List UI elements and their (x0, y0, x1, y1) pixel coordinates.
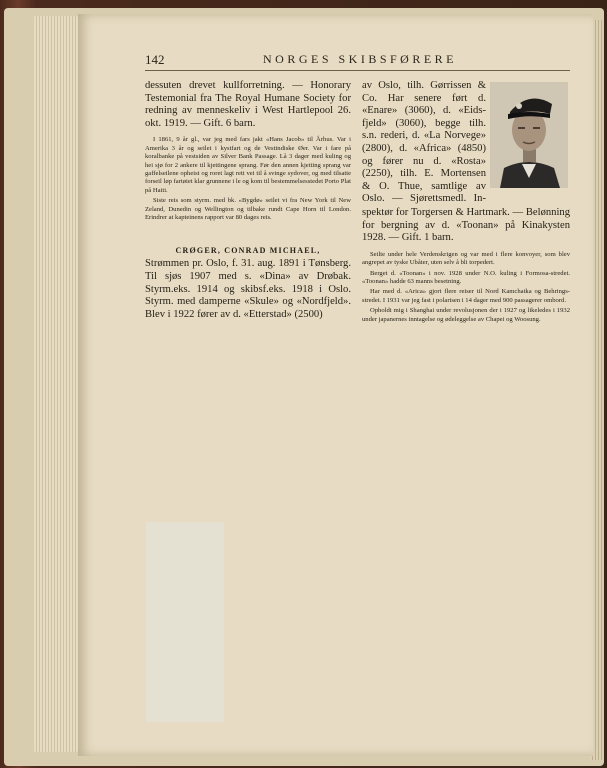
text-line: og fører nu d. «Rosta» (362, 155, 486, 167)
right-column (362, 207, 570, 326)
page-stack-left (34, 16, 78, 752)
page-header (145, 52, 575, 70)
portrait-photo (490, 82, 568, 188)
entry-note: Seilte under hele Verdenskrigen og var med i flere konvoyer, som blev angrepet av tyske Ubåter, uten selv å bli torpedert. (362, 250, 570, 267)
portrait-figure (490, 82, 568, 188)
entry-text: Strømmen pr. Oslo, f. 31. aug. 1891 i Tønsberg. Til sjøs 1907 med s. «Dina» av Drøbak. Styrm.eks. 1914 og skibsf.eks. 1918 i Oslo. Styrm. med damperne «Skule» og «Nordfjeld». Blev i 1922 fører av d. «Etterstad» (2500) (145, 258, 351, 320)
text-line: & O. Thue, samtlige av (362, 180, 486, 192)
entry-note: Siste reis som styrm. med bk. «Bygdø» seilet vi fra New York til New Zeland, Dunedin og Wellington og tilbake rundt Cape Horn til London. Erindrer at kapteinens rapport var 80 dages reis. (145, 197, 351, 222)
entry-name: CRØGER, CONRAD MICHAEL, (175, 246, 321, 256)
text-line: (2800), d. «Africa» (4850) (362, 142, 486, 154)
text-line: «Enare» (3060), d. «Eids- (362, 105, 486, 117)
header-rule (145, 70, 570, 71)
text-line: (2250), tilh. E. Mortensen (362, 168, 486, 180)
text-line: fjeld» (3060), begge tilh. (362, 117, 486, 129)
text-line: s.n. rederi, d. «La Norvege» (362, 130, 486, 142)
entry-note: Har med d. «Arica» gjort flere reiser til Nord Kamchatka og Behrings-stredet. I 1931 var jeg fast i polarisen i 14 dager med 900 passagerer ombord. (362, 288, 570, 304)
text-line: Co. Har senere ført d. (362, 92, 486, 104)
entry-note: I 1861, 9 år gl., var jeg med fars jakt «Hans Jacob» til Århus. Var i Amerika 3 år og seilet i kystfart og de Vestindiske Øer. Var i fare på koralbanke på vestsiden av Silver Bank Passage. Lå 3 dager med kuling og hei sjø for 2 ankere til kjettingene sprang. Før den annen kjetting sprang var gaffelseilene opheist og roret lagt rett vei til å svinge sydover, og med tilsatte forseil løp fartøiet klar grunnene i le og kom til bestemmelsesstedet Porto Plat på Haiti. (145, 136, 351, 194)
page-stain (146, 522, 224, 722)
entry-continuation: dessuten drevet kullforretning. — Honorary Testemonial fra The Royal Humane Society for redning av menneskeliv i West Hartlepool 26. okt. 1919. — Gift. 6 barn. (145, 80, 351, 129)
running-title: NORGES SKIBSFØRERE (262, 52, 458, 66)
text-line: Oslo. — Sjørettsmedl. In- (362, 193, 486, 205)
entry-continuation: spektør for Torgersen & Hartmark. — Belønning for bergning av d. «Toonan» på Kinakysten 1928. — Gift. 1 barn. (362, 207, 570, 244)
text-line: av Oslo, tilh. Gørrissen & (362, 80, 486, 91)
entry-note: Berget d. «Toonan» i nov. 1928 under N.O. kuling i Formosa-stredet. «Toonan» hadde 63 manns besetning. (362, 269, 570, 285)
entry-note: Opholdt mig i Shanghai under revolusjonen der i 1927 og likeledes i 1932 under japanernes inntagelse og ødeleggelse av Chapei og Woosung. (362, 307, 570, 323)
left-column (145, 80, 351, 321)
page-number: 142 (145, 52, 165, 67)
right-column-beside-photo (362, 80, 486, 206)
